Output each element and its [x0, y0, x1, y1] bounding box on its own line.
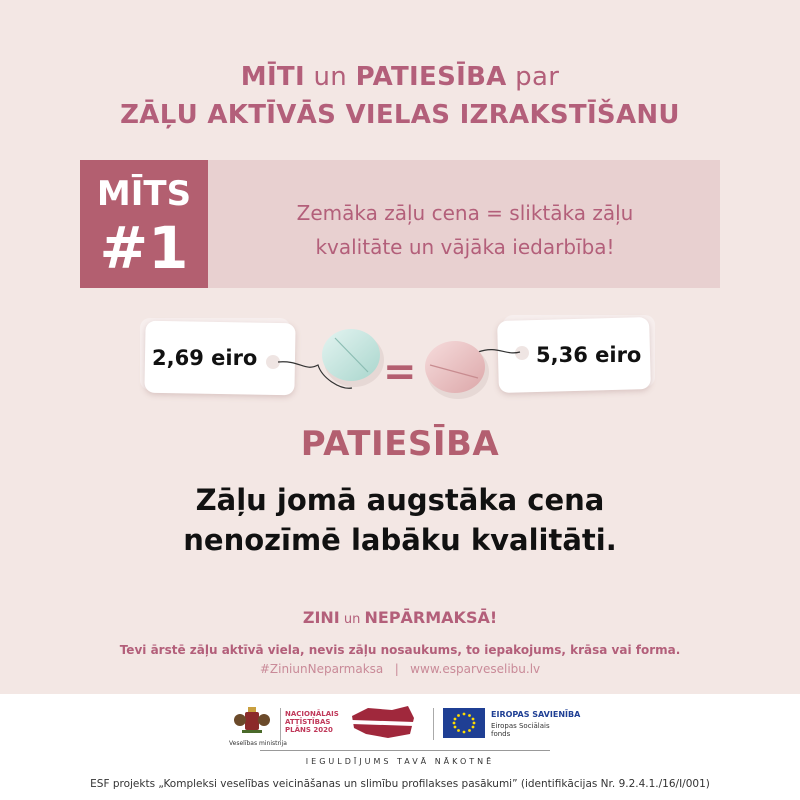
nap-line-1: NACIONĀLAIS [285, 710, 339, 718]
eu-fund-line-2: fonds [491, 730, 511, 738]
eu-fund [491, 722, 550, 738]
title-myths: MĪTI [240, 62, 305, 92]
pill-right [425, 341, 485, 393]
nap-line-3: PLĀNS 2020 [285, 726, 333, 734]
myth-label: MĪTS [96, 174, 192, 214]
title-line-2: ZĀĻU AKTĪVĀS VIELAS IZRAKSTĪŠANU [120, 100, 680, 130]
campaign-message: Tevi ārstē zāļu aktīvā viela, nevis zāļu nosaukums, to iepakojums, krāsa vai forma. [119, 643, 681, 657]
nap-text [285, 710, 339, 734]
title-about: par [506, 62, 560, 92]
myth-text-line-2: kvalitāte un vājāka iedarbība! [315, 235, 615, 259]
equals-sign: = [383, 349, 417, 395]
eu-flag-icon [443, 708, 485, 738]
eu-fund-line-1: Eiropas Sociālais [491, 722, 550, 730]
slogan-dont-overpay: NEPĀRMAKSĀ! [364, 608, 498, 627]
eu-stars [443, 708, 485, 738]
campaign-slogan [0, 608, 800, 627]
invest-slogan: IEGULDĪJUMS TAVĀ NĀKOTNĒ [305, 757, 495, 766]
invest-divider [260, 750, 550, 751]
divider-1 [280, 708, 281, 740]
myth-text-line-1: Zemāka zāļu cena = sliktāka zāļu [296, 201, 634, 225]
slogan-and: un [339, 612, 365, 627]
title-truth: PATIESĪBA [355, 62, 507, 92]
price-left: 2,69 eiro [152, 346, 258, 370]
eu-title: EIROPAS SAVIENĪBA [491, 710, 581, 719]
nap-line-2: ATTĪSTĪBAS [285, 718, 331, 726]
myth-number: #1 [99, 214, 189, 282]
divider-2 [433, 708, 434, 740]
truth-statement [0, 480, 800, 560]
title-and: un [304, 62, 356, 92]
price-right: 5,36 eiro [536, 343, 642, 367]
truth-line-1: Zāļu jomā augstāka cena [195, 483, 605, 517]
latvia-map-logo [348, 704, 418, 742]
esf-project-note: ESF projekts „Kompleksi veselības veicināšanas un slimību profilakses pasākumi” (identifikācijas Nr. 9.2.4.1./16/I/001) [90, 778, 710, 790]
ministry-name: Veselības ministrija [229, 740, 287, 747]
slogan-know: ZINI [302, 608, 340, 627]
coat-of-arms-icon [232, 706, 272, 740]
truth-heading: PATIESĪBA [300, 424, 500, 464]
campaign-links: #ZiniunNeparmaksa | www.esparveselibu.lv [259, 662, 541, 676]
truth-line-2: nenozīmē labāku kvalitāti. [183, 523, 617, 557]
